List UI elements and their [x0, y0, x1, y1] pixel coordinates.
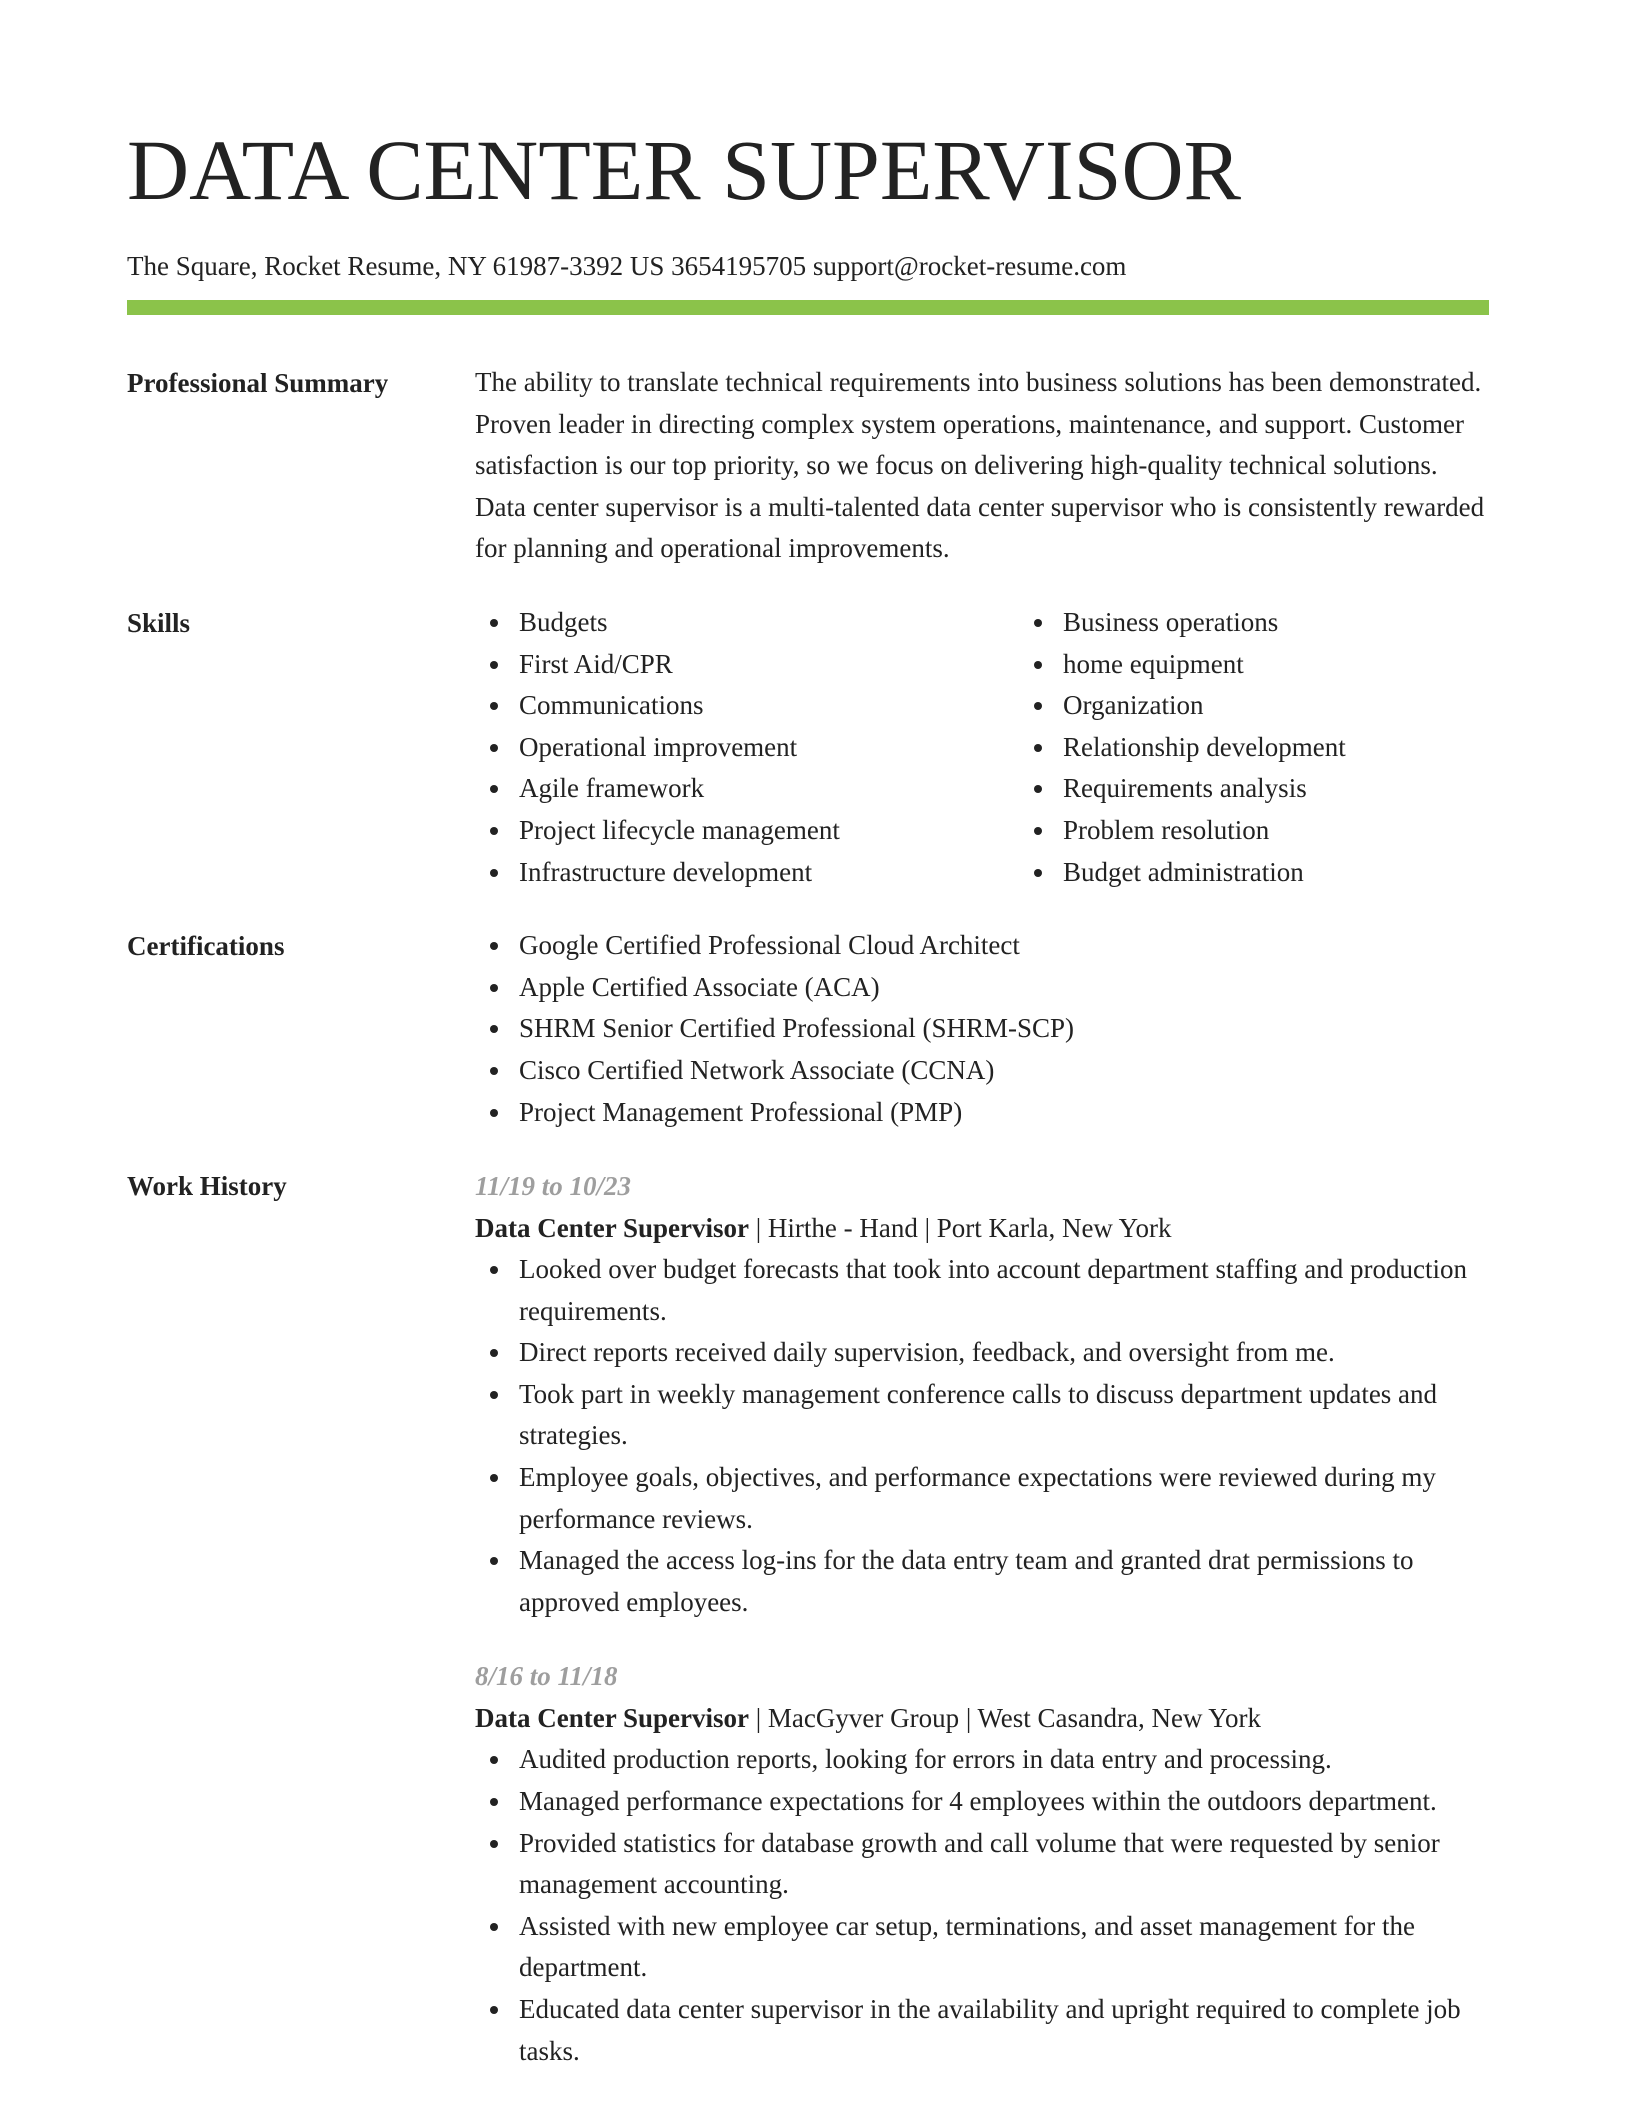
- list-item: Direct reports received daily supervision, feedback, and oversight from me.: [519, 1332, 1489, 1374]
- list-item: Employee goals, objectives, and performance expectations were reviewed during my performance reviews.: [519, 1457, 1489, 1540]
- list-item: Managed performance expectations for 4 employees within the outdoors department.: [519, 1781, 1489, 1823]
- list-item: Organization: [1063, 685, 1563, 727]
- skills-section: [127, 602, 1489, 893]
- job-dates: 11/19 to 10/23: [475, 1171, 632, 1202]
- list-item: Agile framework: [519, 768, 1019, 810]
- section-label: Certifications: [127, 931, 285, 962]
- list-item: Looked over budget forecasts that took into account department staffing and production requirements.: [519, 1249, 1489, 1332]
- list-item: Took part in weekly management conference calls to discuss department updates and strategies.: [519, 1374, 1489, 1457]
- professional-summary-section: [127, 362, 1489, 570]
- list-item: Audited production reports, looking for errors in data entry and processing.: [519, 1739, 1489, 1781]
- list-item: Google Certified Professional Cloud Architect: [519, 925, 1489, 967]
- list-item: Requirements analysis: [1063, 768, 1563, 810]
- section-label: Skills: [127, 607, 191, 638]
- certifications-list: [475, 925, 1489, 1133]
- section-label: Work History: [127, 1171, 287, 1202]
- job-duties-list: [475, 1249, 1489, 1623]
- job-title: Data Center Supervisor: [475, 1703, 749, 1734]
- job-dates: 8/16 to 11/18: [475, 1661, 618, 1692]
- list-item: Business operations: [1063, 602, 1563, 644]
- contact-line: The Square, Rocket Resume, NY 61987-3392 US 3654195705 support@rocket-resume.com: [127, 251, 1127, 281]
- job-entry: [475, 1165, 1489, 1623]
- accent-divider: [127, 300, 1489, 315]
- certifications-section: [127, 925, 1489, 1133]
- list-item: Educated data center supervisor in the availability and upright required to complete job tasks.: [519, 1989, 1489, 2072]
- skills-list-left: [475, 602, 1019, 893]
- list-item: Operational improvement: [519, 727, 1019, 769]
- list-item: Managed the access log-ins for the data entry team and granted drat permissions to approved employees.: [519, 1540, 1489, 1623]
- job-entry: [475, 1655, 1489, 2072]
- list-item: Provided statistics for database growth and call volume that were requested by senior management accounting.: [519, 1823, 1489, 1906]
- list-item: Project lifecycle management: [519, 810, 1019, 852]
- list-item: Relationship development: [1063, 727, 1563, 769]
- list-item: SHRM Senior Certified Professional (SHRM-SCP): [519, 1008, 1489, 1050]
- list-item: Infrastructure development: [519, 852, 1019, 894]
- section-label: Professional Summary: [127, 368, 389, 398]
- list-item: Project Management Professional (PMP): [519, 1092, 1489, 1134]
- list-item: Budgets: [519, 602, 1019, 644]
- job-company-location: | Hirthe - Hand | Port Karla, New York: [748, 1213, 1172, 1244]
- job-heading: [475, 1697, 1489, 1739]
- jobs-list: [475, 1165, 1489, 2072]
- list-item: Budget administration: [1063, 852, 1563, 894]
- summary-text: The ability to translate technical requirements into business solutions has been demonstrated. Proven leader in directing complex system operations, maintenance, and support. Customer satisfaction is our top priority, so we focus on delivering high-quality technical solutions. Data center supervisor is a multi-talented data center supervisor who is consistently rewarded for planning and operational improvements.: [475, 367, 1485, 564]
- list-item: Communications: [519, 685, 1019, 727]
- skills-list-right: [1019, 602, 1563, 893]
- list-item: Assisted with new employee car setup, terminations, and asset management for the department.: [519, 1906, 1489, 1989]
- list-item: Apple Certified Associate (ACA): [519, 967, 1489, 1009]
- job-duties-list: [475, 1739, 1489, 2072]
- list-item: home equipment: [1063, 644, 1563, 686]
- list-item: First Aid/CPR: [519, 644, 1019, 686]
- job-heading: [475, 1207, 1489, 1249]
- list-item: Cisco Certified Network Associate (CCNA): [519, 1050, 1489, 1092]
- job-title: Data Center Supervisor: [475, 1213, 749, 1244]
- work-history-section: [127, 1165, 1489, 2072]
- resume-name: DATA CENTER SUPERVISOR: [127, 122, 1241, 218]
- resume-page: [127, 0, 1489, 2072]
- list-item: Problem resolution: [1063, 810, 1563, 852]
- job-company-location: | MacGyver Group | West Casandra, New York: [748, 1703, 1262, 1734]
